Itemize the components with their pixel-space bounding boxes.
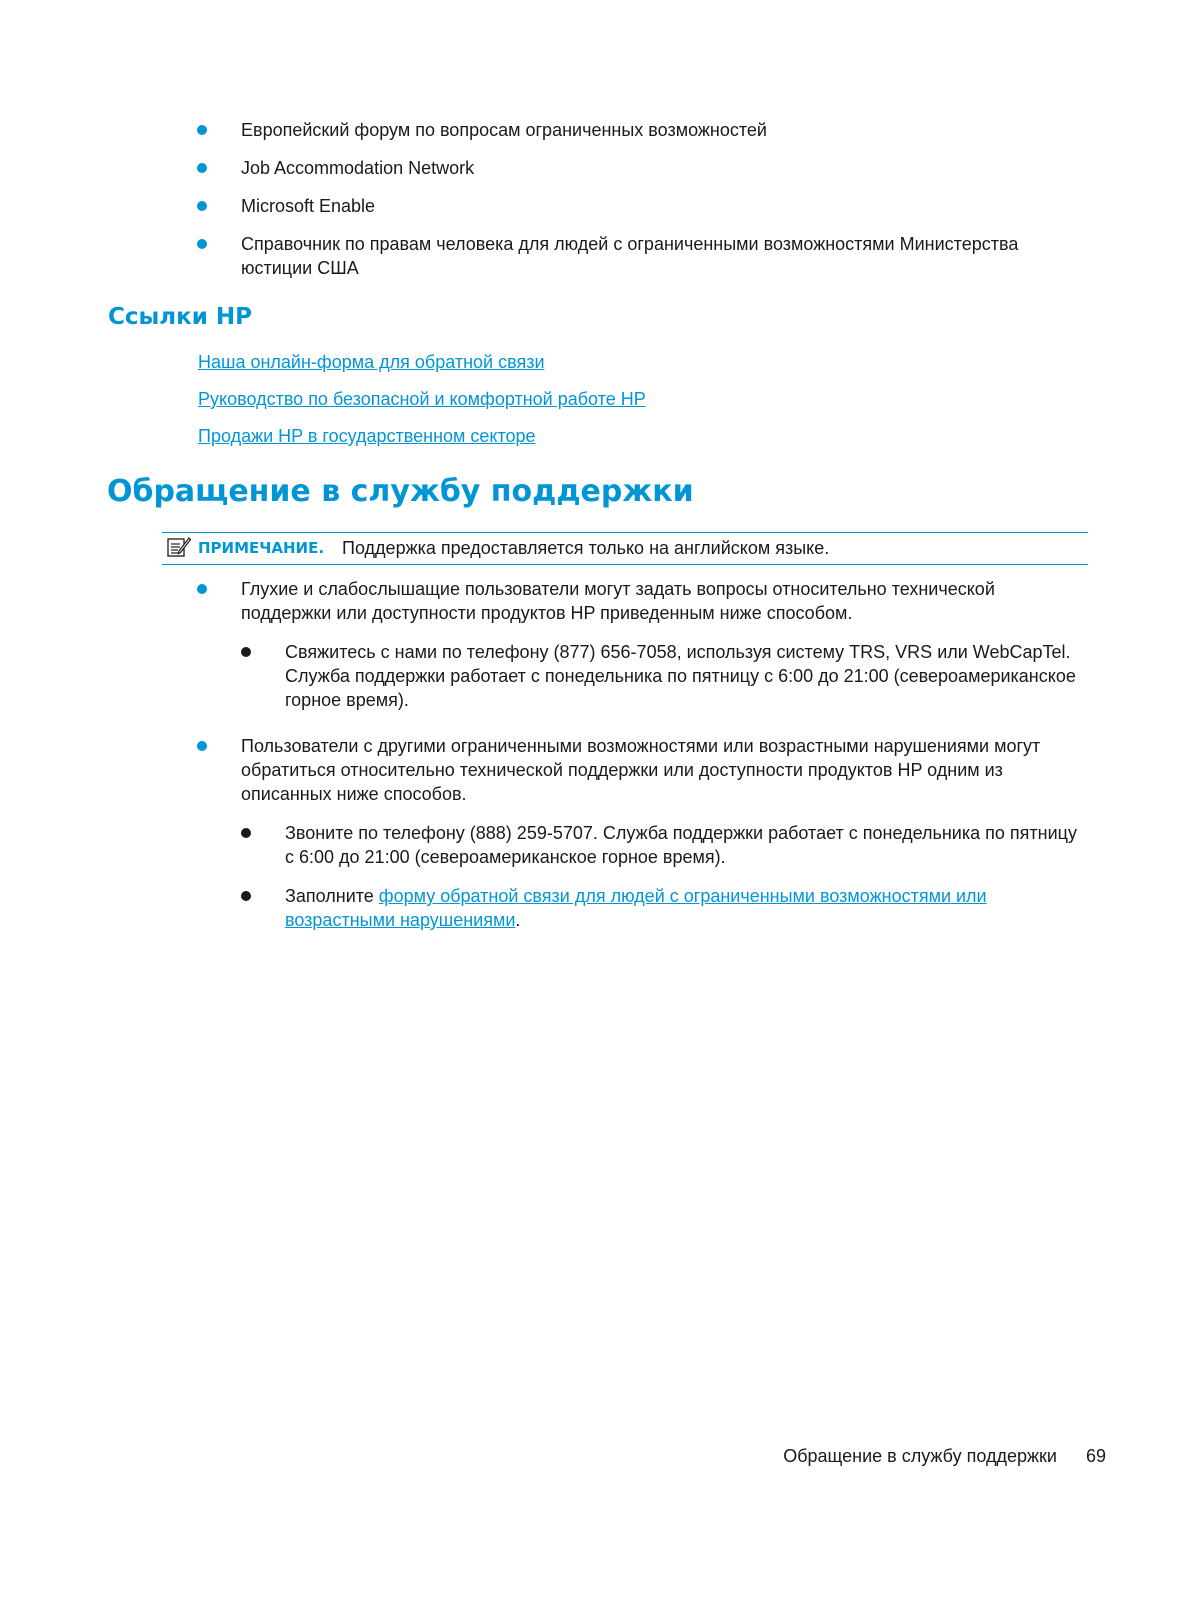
link-public-sector-sales[interactable]: Продажи HP в государственном секторе: [198, 426, 536, 446]
sub-list-item: [241, 821, 1077, 869]
bullet-icon: [197, 584, 207, 594]
sub-list-item: [241, 640, 1077, 712]
bullet-icon: [197, 201, 207, 211]
list-item: [197, 194, 1077, 218]
link-feedback-form[interactable]: Наша онлайн-форма для обратной связи: [198, 352, 545, 372]
link-safety-guide[interactable]: Руководство по безопасной и комфортной работе HP: [198, 389, 646, 409]
fill-prefix: Заполните: [285, 886, 379, 906]
list-item-text: Job Accommodation Network: [241, 158, 475, 178]
sub-item-text: Звоните по телефону (888) 259-5707. Служба поддержки работает с понедельника по пятницу с 6:00 до 21:00 (североамериканское горное время).: [285, 823, 1077, 867]
hp-links-heading: Ссылки HP: [108, 304, 252, 330]
note-icon: [167, 536, 191, 558]
list-item-text: Справочник по правам человека для людей с ограниченными возможностями Министерства юстиции США: [241, 234, 1019, 278]
list-item: [197, 232, 1077, 280]
list-item-text: Европейский форум по вопросам ограниченных возможностей: [241, 120, 767, 140]
list-item-text: Microsoft Enable: [241, 196, 376, 216]
bullet-icon: [197, 125, 207, 135]
bullet-icon: [197, 239, 207, 249]
list-item-text: Глухие и слабослышащие пользователи могут задать вопросы относительно технической поддержки или доступности продуктов HP приведенным ниже способом.: [241, 579, 995, 623]
sub-list-item: [241, 884, 1077, 932]
bullet-icon: [241, 828, 251, 838]
list-item-text: Пользователи с другими ограниченными возможностями или возрастными нарушениями могут обратиться относительно технической поддержки или доступности продуктов HP одним из описанных ниже способов.: [241, 736, 1041, 804]
bullet-icon: [197, 741, 207, 751]
page-number: 69: [1085, 1446, 1106, 1466]
list-item: [197, 577, 1077, 712]
note-label: ПРИМЕЧАНИЕ.: [198, 539, 325, 557]
bullet-icon: [241, 647, 251, 657]
list-item: [197, 118, 1077, 142]
bullet-icon: [197, 163, 207, 173]
support-heading: Обращение в службу поддержки: [107, 474, 694, 509]
bullet-icon: [241, 891, 251, 901]
hp-links-list: [198, 350, 646, 461]
page-footer: [783, 1444, 1106, 1468]
resources-list: [197, 118, 1077, 294]
sub-item-text: Свяжитесь с нами по телефону (877) 656-7058, используя систему TRS, VRS или WebCapTel. Служба поддержки работает с понедельника по пятницу с 6:00 до 21:00 (североамериканское горное время).: [285, 642, 1076, 710]
fill-suffix: .: [515, 910, 521, 930]
note-text: Поддержка предоставляется только на английском языке.: [342, 538, 830, 558]
note-box: [162, 532, 1088, 565]
list-item: [197, 156, 1077, 180]
support-list: [197, 577, 1077, 946]
footer-title: Обращение в службу поддержки: [783, 1446, 1057, 1466]
list-item: [197, 734, 1077, 932]
link-accessibility-feedback-form[interactable]: форму обратной связи для людей с ограниченными возможностями или возрастными нарушениями: [285, 886, 987, 930]
